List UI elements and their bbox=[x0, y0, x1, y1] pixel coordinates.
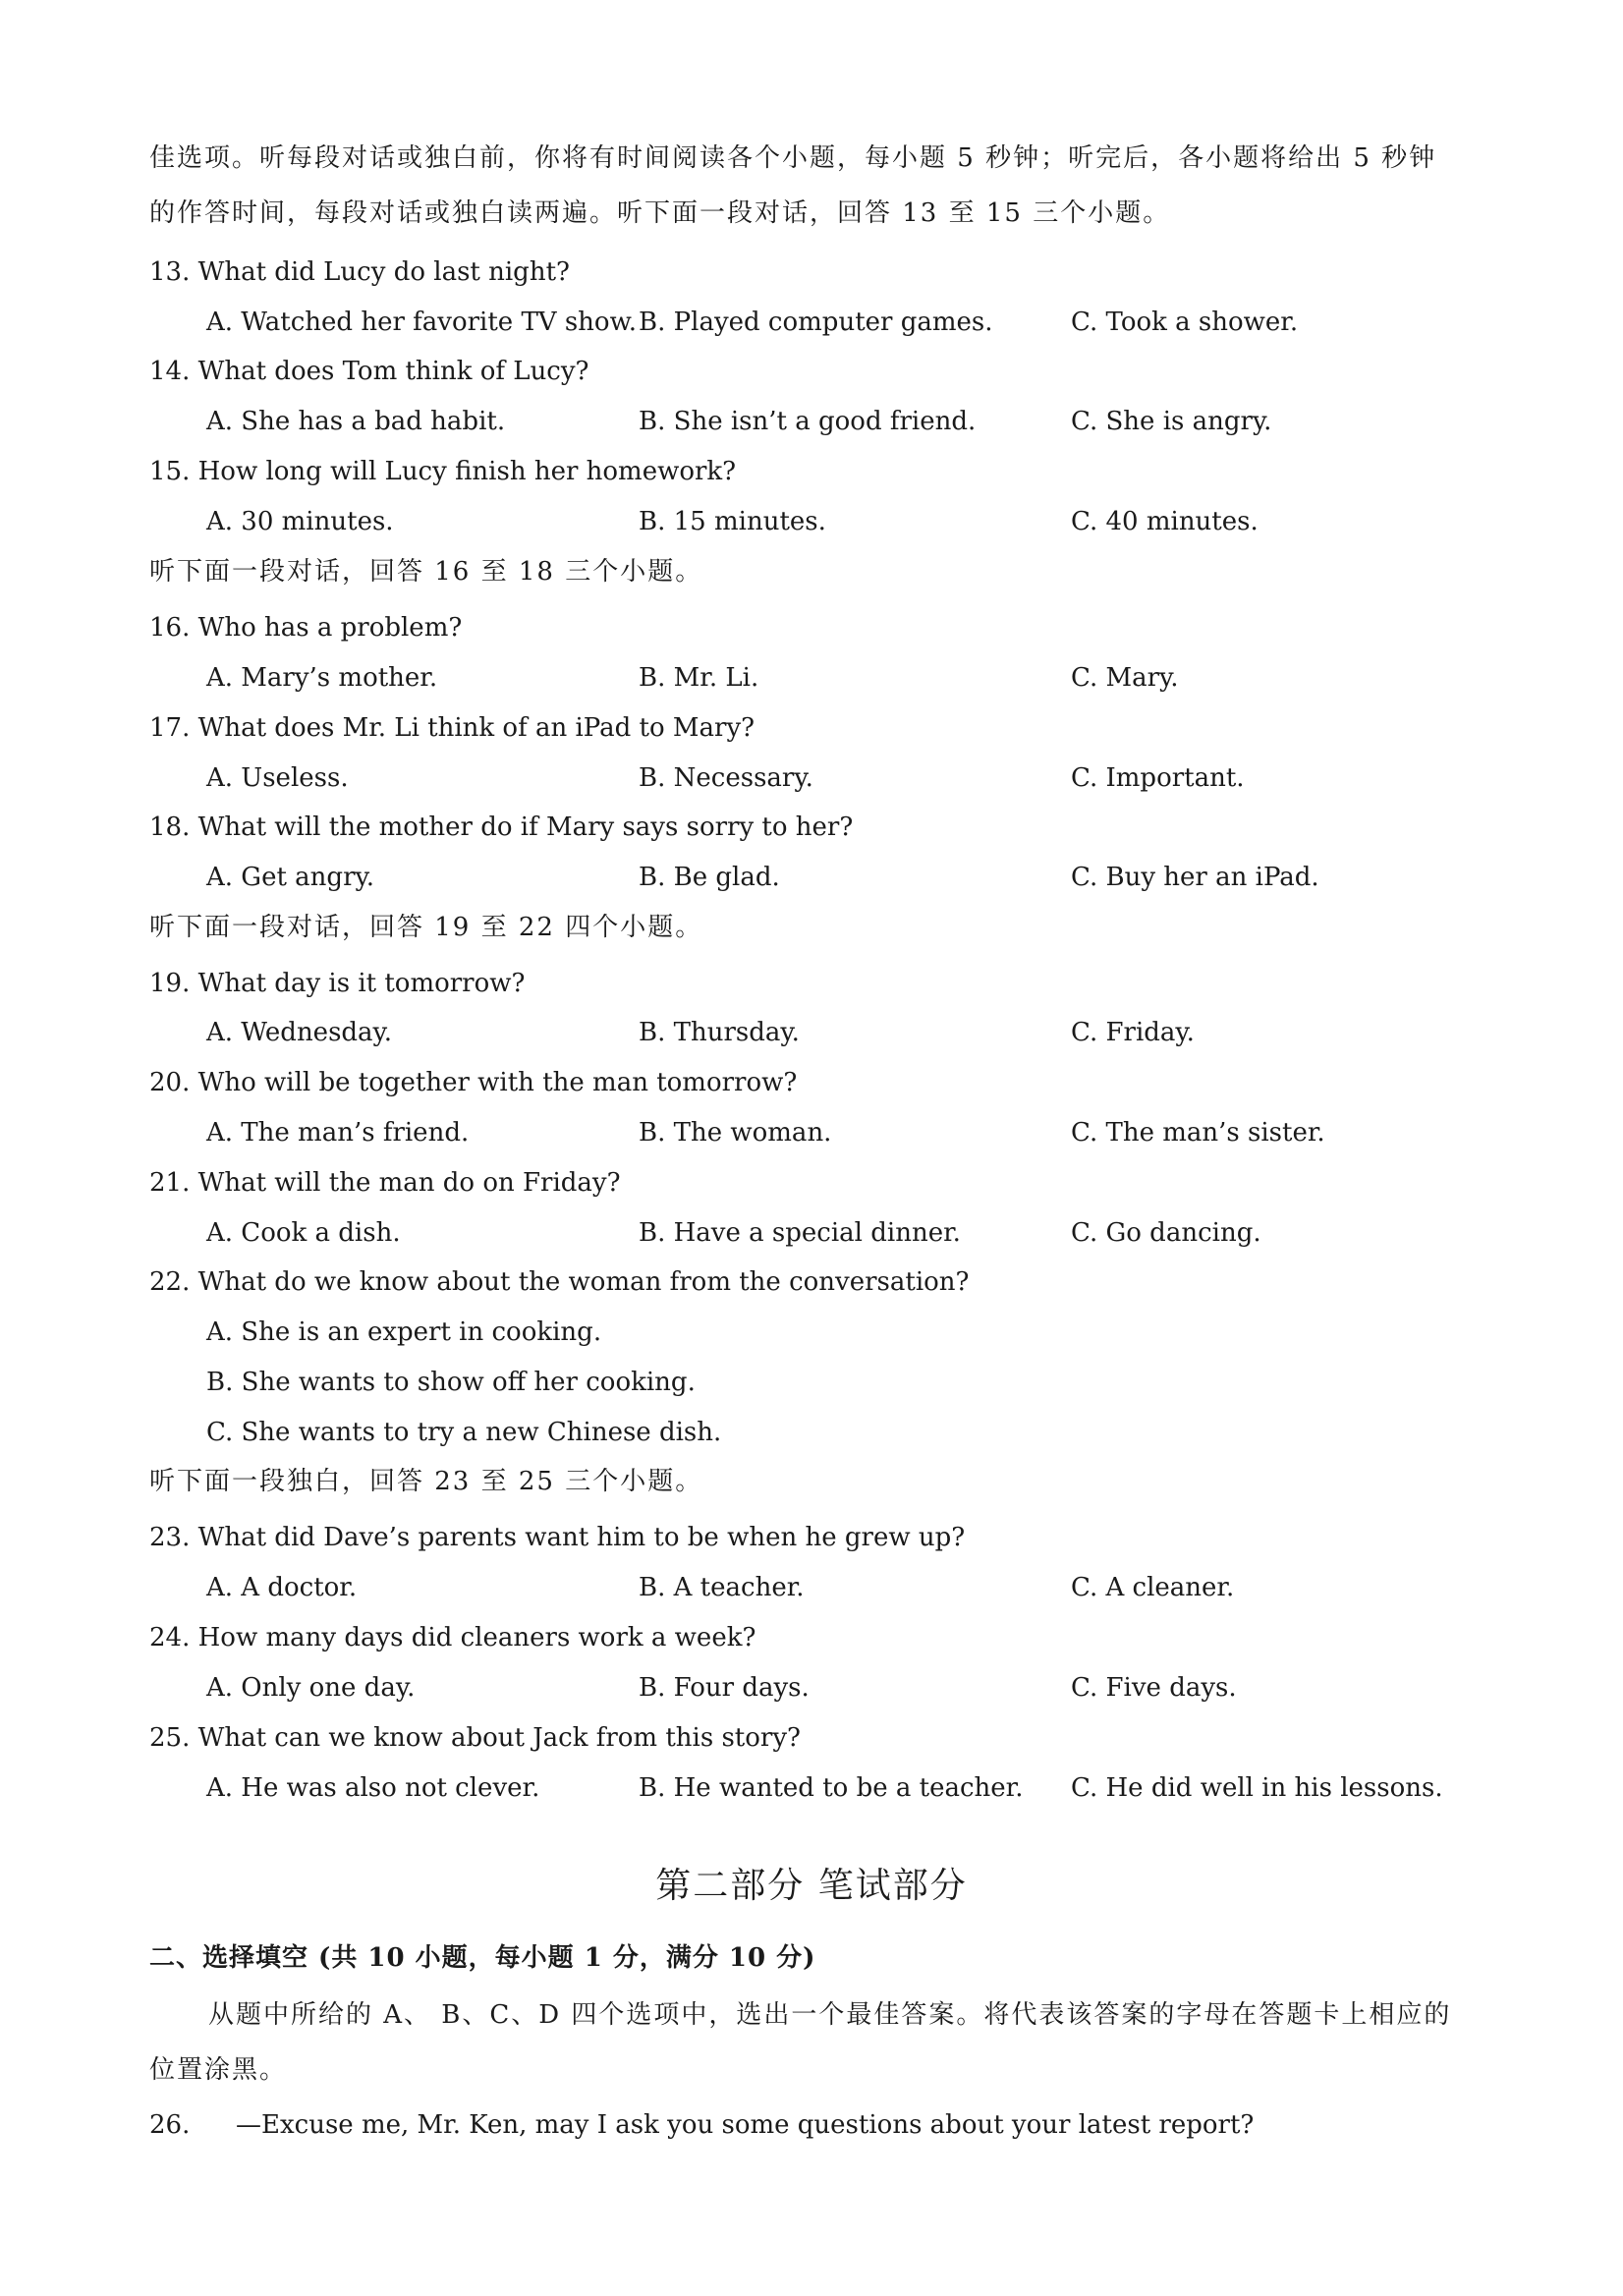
question-13-stem: 13. What did Lucy do last night? bbox=[149, 257, 570, 287]
question-19-option-c: C. Friday. bbox=[1071, 1018, 1195, 1047]
question-23-option-c: C. A cleaner. bbox=[1071, 1573, 1235, 1602]
question-19-stem: 19. What day is it tomorrow? bbox=[149, 969, 526, 998]
question-15-option-c: C. 40 minutes. bbox=[1071, 507, 1259, 536]
question-20-option-a: A. The man’s friend. bbox=[206, 1118, 470, 1148]
question-22-option-a: A. She is an expert in cooking. bbox=[206, 1317, 602, 1347]
section-two-heading: 二、选择填空 (共 10 小题，每小题 1 分，满分 10 分) bbox=[149, 1943, 816, 1973]
question-26-stem: —Excuse me, Mr. Ken, may I ask you some questions about your latest report? bbox=[236, 2110, 1255, 2140]
question-14-option-c: C. She is angry. bbox=[1071, 407, 1272, 436]
question-24-option-a: A. Only one day. bbox=[206, 1673, 416, 1703]
section-instruction-line-1: 从题中所给的 A、 B、C、D 四个选项中，选出一个最佳答案。将代表该答案的字母在答题卡上相应的 bbox=[208, 2000, 1452, 2030]
question-21-option-c: C. Go dancing. bbox=[1071, 1218, 1261, 1248]
question-18-option-b: B. Be glad. bbox=[639, 863, 780, 892]
question-18-option-c: C. Buy her an iPad. bbox=[1071, 863, 1319, 892]
question-14-option-b: B. She isn’t a good friend. bbox=[639, 407, 977, 436]
question-25-option-a: A. He was also not clever. bbox=[206, 1773, 540, 1803]
instruction-23-25: 听下面一段独白，回答 23 至 25 三个小题。 bbox=[149, 1467, 703, 1496]
question-15-option-a: A. 30 minutes. bbox=[206, 507, 394, 536]
question-22-option-c: C. She wants to try a new Chinese dish. bbox=[206, 1418, 722, 1447]
question-20-option-b: B. The woman. bbox=[639, 1118, 832, 1148]
question-14-stem: 14. What does Tom think of Lucy? bbox=[149, 357, 589, 386]
section-instruction-line-2: 位置涂黑。 bbox=[149, 2055, 288, 2085]
question-17-option-a: A. Useless. bbox=[206, 763, 349, 793]
question-21-stem: 21. What will the man do on Friday? bbox=[149, 1168, 621, 1198]
question-18-stem: 18. What will the mother do if Mary says sorry to her? bbox=[149, 812, 854, 842]
intro-line-1: 佳选项。听每段对话或独白前，你将有时间阅读各个小题，每小题 5 秒钟；听完后，各小题将给出 5 秒钟 bbox=[149, 143, 1437, 173]
question-19-option-b: B. Thursday. bbox=[639, 1018, 800, 1047]
question-25-option-b: B. He wanted to be a teacher. bbox=[639, 1773, 1024, 1803]
question-13-option-b: B. Played computer games. bbox=[639, 308, 993, 337]
question-16-option-c: C. Mary. bbox=[1071, 663, 1179, 693]
question-15-stem: 15. How long will Lucy finish her homework? bbox=[149, 457, 737, 486]
instruction-16-18: 听下面一段对话，回答 16 至 18 三个小题。 bbox=[149, 557, 703, 587]
question-20-option-c: C. The man’s sister. bbox=[1071, 1118, 1325, 1148]
question-20-stem: 20. Who will be together with the man tomorrow? bbox=[149, 1068, 798, 1097]
part-two-title: 第二部分 笔试部分 bbox=[655, 1866, 968, 1906]
question-19-option-a: A. Wednesday. bbox=[206, 1018, 393, 1047]
question-26-number: 26. bbox=[149, 2110, 191, 2140]
question-21-option-b: B. Have a special dinner. bbox=[639, 1218, 961, 1248]
question-17-option-b: B. Necessary. bbox=[639, 763, 813, 793]
question-24-option-b: B. Four days. bbox=[639, 1673, 810, 1703]
question-23-option-a: A. A doctor. bbox=[206, 1573, 358, 1602]
question-23-stem: 23. What did Dave’s parents want him to be when he grew up? bbox=[149, 1523, 966, 1552]
question-22-stem: 22. What do we know about the woman from the conversation? bbox=[149, 1267, 970, 1297]
question-16-stem: 16. Who has a problem? bbox=[149, 613, 463, 643]
question-23-option-b: B. A teacher. bbox=[639, 1573, 805, 1602]
question-24-stem: 24. How many days did cleaners work a week? bbox=[149, 1623, 756, 1652]
question-24-option-c: C. Five days. bbox=[1071, 1673, 1237, 1703]
question-17-option-c: C. Important. bbox=[1071, 763, 1245, 793]
question-15-option-b: B. 15 minutes. bbox=[639, 507, 826, 536]
question-17-stem: 17. What does Mr. Li think of an iPad to Mary? bbox=[149, 713, 756, 743]
question-25-option-c: C. He did well in his lessons. bbox=[1071, 1773, 1443, 1803]
instruction-19-22: 听下面一段对话，回答 19 至 22 四个小题。 bbox=[149, 913, 703, 942]
question-21-option-a: A. Cook a dish. bbox=[206, 1218, 401, 1248]
question-13-option-a: A. Watched her favorite TV show. bbox=[206, 308, 638, 337]
question-13-option-c: C. Took a shower. bbox=[1071, 308, 1299, 337]
question-18-option-a: A. Get angry. bbox=[206, 863, 374, 892]
question-16-option-b: B. Mr. Li. bbox=[639, 663, 759, 693]
intro-line-2: 的作答时间，每段对话或独白读两遍。听下面一段对话，回答 13 至 15 三个小题。 bbox=[149, 198, 1171, 228]
question-16-option-a: A. Mary’s mother. bbox=[206, 663, 438, 693]
question-22-option-b: B. She wants to show off her cooking. bbox=[206, 1368, 696, 1397]
question-25-stem: 25. What can we know about Jack from this story? bbox=[149, 1723, 801, 1753]
question-14-option-a: A. She has a bad habit. bbox=[206, 407, 506, 436]
